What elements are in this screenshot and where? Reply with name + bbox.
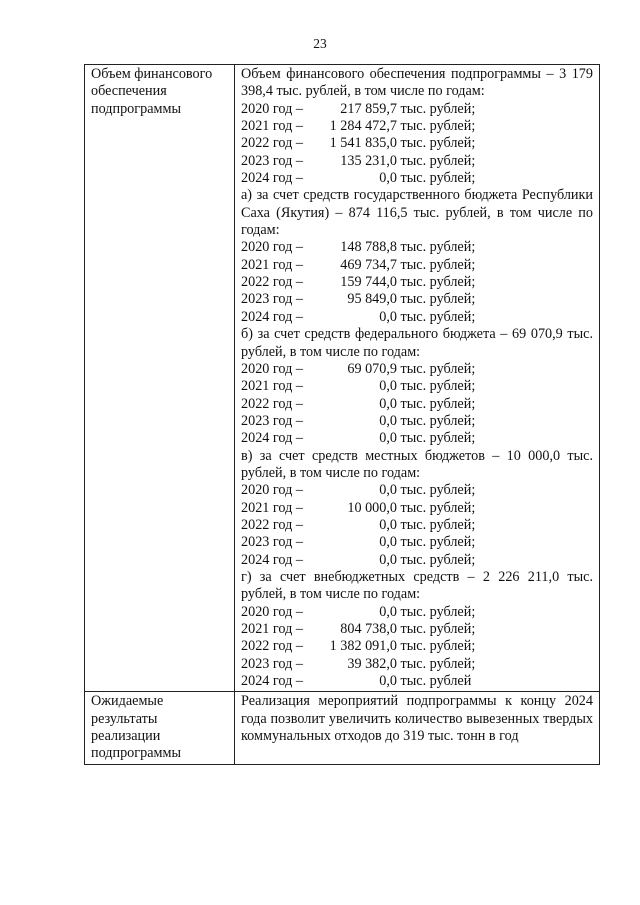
year-label: 2022 год – xyxy=(241,135,303,152)
year-label: 2022 год – xyxy=(241,638,303,655)
year-label: 2024 год – xyxy=(241,430,303,447)
year-label: 2020 год – xyxy=(241,603,303,620)
year-line xyxy=(241,101,593,118)
year-label: 2021 год – xyxy=(241,118,303,135)
subprogram-passport-table xyxy=(84,64,600,765)
year-label: 2024 год – xyxy=(241,551,303,568)
year-line xyxy=(241,656,593,673)
results-label: Ожидаемые результаты реализации подпрограммы xyxy=(85,692,235,764)
year-label: 2022 год – xyxy=(241,395,303,412)
year-label: 2023 год – xyxy=(241,534,303,551)
year-line xyxy=(241,482,593,499)
year-unit: тыс. рублей; xyxy=(400,638,476,655)
source-heading-regional: а) за счет средств государственного бюджета Республики Саха (Якутия) – 874 116,5 тыс. рублей, в том числе по годам: xyxy=(241,187,593,239)
year-unit: тыс. рублей; xyxy=(400,135,476,152)
year-label: 2024 год – xyxy=(241,170,303,187)
year-line xyxy=(241,309,593,326)
year-label: 2024 год – xyxy=(241,673,303,690)
year-unit: тыс. рублей; xyxy=(400,482,476,499)
year-label: 2022 год – xyxy=(241,516,303,533)
local-years-list xyxy=(241,482,593,569)
year-unit: тыс. рублей; xyxy=(400,430,476,447)
year-unit: тыс. рублей; xyxy=(400,256,476,273)
year-line xyxy=(241,430,593,447)
year-amount: 0,0 xyxy=(379,412,397,429)
year-line xyxy=(241,552,593,569)
extrabudgetary-years-list xyxy=(241,604,593,691)
results-content xyxy=(235,692,600,764)
year-line xyxy=(241,170,593,187)
year-unit: тыс. рублей; xyxy=(400,621,476,637)
source-heading-extrabudgetary: г) за счет внебюджетных средств – 2 226 211,0 тыс. рублей, в том числе по годам: xyxy=(241,568,593,603)
total-years-list xyxy=(241,101,593,188)
year-label: 2021 год – xyxy=(241,378,303,395)
year-line xyxy=(241,621,593,638)
year-unit: тыс. рублей; xyxy=(400,378,476,395)
year-unit: тыс. рублей; xyxy=(400,152,476,169)
year-amount: 1 284 472,7 xyxy=(329,118,397,135)
year-line xyxy=(241,378,593,395)
year-line xyxy=(241,638,593,655)
year-amount: 69 070,9 xyxy=(347,360,397,377)
results-row xyxy=(85,692,600,764)
year-amount: 0,0 xyxy=(379,378,397,395)
year-unit: тыс. рублей; xyxy=(400,655,476,672)
year-unit: тыс. рублей; xyxy=(400,170,476,187)
source-heading-local: в) за счет средств местных бюджетов – 10 000,0 тыс. рублей, в том числе по годам: xyxy=(241,447,593,481)
year-unit: тыс. рублей; xyxy=(400,412,476,429)
year-line xyxy=(241,135,593,152)
year-label: 2022 год – xyxy=(241,274,303,291)
year-amount: 0,0 xyxy=(379,482,397,499)
year-unit: тыс. рублей; xyxy=(400,274,476,291)
year-label: 2024 год – xyxy=(241,308,303,325)
year-line xyxy=(241,153,593,170)
year-label: 2023 год – xyxy=(241,291,303,308)
year-amount: 1 541 835,0 xyxy=(329,135,397,152)
year-label: 2020 год – xyxy=(241,360,303,377)
year-amount: 1 382 091,0 xyxy=(329,638,397,655)
year-label: 2023 год – xyxy=(241,412,303,429)
year-amount: 148 788,8 xyxy=(340,239,397,256)
regional-years-list xyxy=(241,239,593,326)
year-amount: 0,0 xyxy=(379,551,397,568)
year-label: 2020 год – xyxy=(241,239,303,256)
year-label: 2020 год – xyxy=(241,100,303,117)
source-heading-federal: б) за счет средств федерального бюджета – 69 070,9 тыс. рублей, в том числе по годам: xyxy=(241,326,593,360)
financing-total-text: Объем финансового обеспечения подпрограммы – 3 179 398,4 тыс. рублей, в том числе по годам: xyxy=(241,66,593,100)
year-amount: 804 738,0 xyxy=(340,621,397,637)
year-line xyxy=(241,673,593,690)
year-line xyxy=(241,604,593,621)
year-amount: 0,0 xyxy=(379,395,397,412)
year-line xyxy=(241,274,593,291)
year-unit: тыс. рублей; xyxy=(400,499,476,516)
year-unit: тыс. рублей; xyxy=(400,100,476,117)
year-unit: тыс. рублей; xyxy=(400,395,476,412)
year-amount: 0,0 xyxy=(379,516,397,533)
year-unit: тыс. рублей; xyxy=(400,534,476,551)
year-unit: тыс. рублей; xyxy=(400,308,476,325)
year-amount: 0,0 xyxy=(379,534,397,551)
year-line xyxy=(241,291,593,308)
year-line xyxy=(241,239,593,256)
year-unit: тыс. рублей; xyxy=(400,516,476,533)
financing-content xyxy=(235,65,600,692)
financing-row xyxy=(85,65,600,692)
year-amount: 0,0 xyxy=(379,430,397,447)
year-line xyxy=(241,413,593,430)
year-amount: 0,0 xyxy=(379,673,397,690)
year-line xyxy=(241,396,593,413)
page-number: 23 xyxy=(313,36,327,51)
year-amount: 0,0 xyxy=(379,603,397,620)
year-label: 2020 год – xyxy=(241,482,303,499)
year-line xyxy=(241,118,593,135)
results-text: Реализация мероприятий подпрограммы к концу 2024 года позволит увеличить количество вывезенных твердых коммунальных отходов до 319 тыс. тонн в год xyxy=(241,693,593,745)
year-unit: тыс. рублей; xyxy=(400,291,476,308)
year-unit: тыс. рублей; xyxy=(400,603,476,620)
year-amount: 217 859,7 xyxy=(340,100,397,117)
year-amount: 469 734,7 xyxy=(340,256,397,273)
year-line xyxy=(241,517,593,534)
year-amount: 10 000,0 xyxy=(347,499,397,516)
year-label: 2021 год – xyxy=(241,621,303,637)
year-unit: тыс. рублей; xyxy=(400,118,476,135)
year-label: 2021 год – xyxy=(241,499,303,516)
year-label: 2023 год – xyxy=(241,655,303,672)
year-amount: 39 382,0 xyxy=(347,655,397,672)
federal-years-list xyxy=(241,361,593,448)
year-line xyxy=(241,534,593,551)
financing-label: Объем финансового обеспечения подпрограммы xyxy=(85,65,235,692)
year-label: 2023 год – xyxy=(241,152,303,169)
year-line xyxy=(241,361,593,378)
year-unit: тыс. рублей xyxy=(400,673,472,690)
year-line xyxy=(241,500,593,517)
year-unit: тыс. рублей; xyxy=(400,551,476,568)
year-amount: 135 231,0 xyxy=(340,152,397,169)
year-amount: 159 744,0 xyxy=(340,274,397,291)
year-amount: 0,0 xyxy=(379,170,397,187)
year-amount: 0,0 xyxy=(379,308,397,325)
year-unit: тыс. рублей; xyxy=(400,239,476,256)
year-amount: 95 849,0 xyxy=(347,291,397,308)
year-label: 2021 год – xyxy=(241,256,303,273)
year-line xyxy=(241,257,593,274)
year-unit: тыс. рублей; xyxy=(400,360,476,377)
